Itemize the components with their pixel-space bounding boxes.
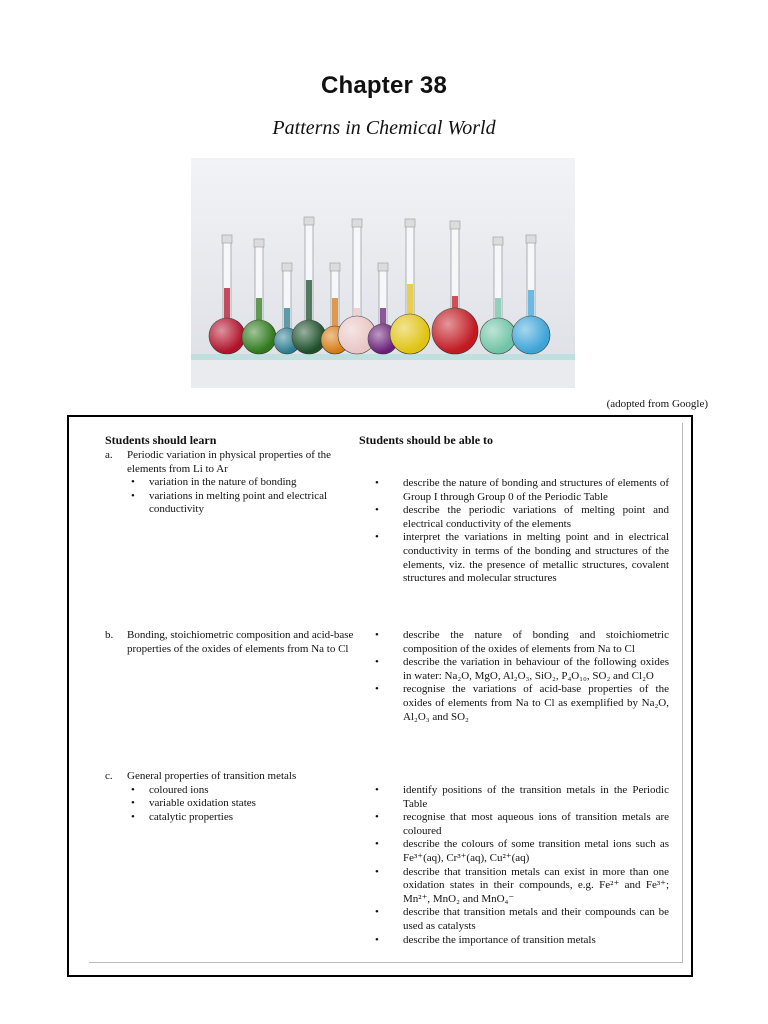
flask-highlight <box>390 314 430 354</box>
section-a-outcomes: • describe the nature of bonding and structures of elements of Group I through Group 0 of the Periodic Table • describe the periodic variations of melting point and electrical conductivity of the elements • interpret the variations in melting point and in electrical conductivity in terms of the bonding and structures of the elements, viz. the presence of metallic structures, covalent structures and molecular structures <box>375 477 669 585</box>
section-topic: General properties of transition metals <box>127 770 297 782</box>
col1-header: Students should learn <box>105 433 217 447</box>
flask-highlight <box>209 318 245 354</box>
flask-stopper <box>282 263 292 271</box>
subtopic: variation in the nature of bonding <box>149 476 297 489</box>
photo-credit: (adopted from Google) <box>606 398 708 410</box>
flask-stopper <box>493 237 503 245</box>
outcome: recognise the variations of acid-base properties of the oxides of elements from Na to Cl as exemplified by Na₂O, Al₂O₃ and SO₂ <box>403 683 669 723</box>
outcome: describe the variation in behaviour of the following oxides in water: Na₂O, MgO, Al₂O₃, SiO₂, P₄O₁₀, SO₂ and Cl₂O <box>403 656 669 682</box>
flask-highlight <box>480 318 516 354</box>
curriculum-table <box>67 415 693 977</box>
section-topic: Periodic variation in physical properties of the elements from Li to Ar <box>127 449 332 475</box>
subtopic: variations in melting point and electrical conductivity <box>149 489 328 516</box>
col2-header: Students should be able to <box>359 433 494 447</box>
outcome: describe the colours of some transition metal ions such as Fe³⁺(aq), Cr³⁺(aq), Cu²⁺(aq) <box>403 838 669 864</box>
outcome: describe that transition metals can exist in more than one oxidation states in their compounds, e.g. Fe²⁺ and Fe³⁺; Mn²⁺, MnO₂ and MnO₄⁻ <box>403 865 669 905</box>
outcome: describe the periodic variations of melting point and electrical conductivity of the elements <box>403 504 669 530</box>
section-b-topic-block <box>105 629 355 656</box>
section-topic: Bonding, stoichiometric composition and acid-base properties of the oxides of elements from Na to Cl <box>127 629 354 655</box>
flask-stopper <box>405 219 415 227</box>
flask-highlight <box>432 308 478 354</box>
flask-neck <box>353 226 361 322</box>
subtopic: coloured ions <box>149 783 209 796</box>
flask-stopper <box>330 263 340 271</box>
outcome: recognise that most aqueous ions of transition metals are coloured <box>403 811 669 837</box>
table-inner <box>89 423 683 963</box>
section-c-outcomes: • identify positions of the transition metals in the Periodic Table • recognise that most aqueous ions of transition metals are coloured • describe the colours of some transition metal ions such as Fe³⁺(aq), Cr³⁺(aq), Cu²⁺(aq) • describe that transition metals can exist in more than one oxidation states in their compounds, e.g. Fe²⁺ and Fe³⁺; Mn²⁺, MnO₂ and MnO₄⁻ • describe that transition metals and their compounds can be used as catalysts • describe the importance of transition metals <box>375 784 669 946</box>
flask-stopper <box>304 217 314 225</box>
chapter-subtitle: Patterns in Chemical World <box>272 117 496 139</box>
outcome: describe the nature of bonding and stoichiometric composition of the oxides of elements from Na to Cl <box>403 629 669 655</box>
flask-stopper <box>222 235 232 243</box>
flask-stopper <box>526 235 536 243</box>
outcome: identify positions of the transition metals in the Periodic Table <box>403 784 669 810</box>
outcome: describe the importance of transition metals <box>403 933 596 946</box>
chapter-title: Chapter 38 <box>320 72 448 99</box>
outcome: describe the nature of bonding and structures of elements of Group I through Group 0 of the Periodic Table <box>403 477 669 503</box>
flask-highlight <box>512 316 550 354</box>
flask-stopper <box>450 221 460 229</box>
flask-highlight <box>242 320 276 354</box>
flask-stopper <box>378 263 388 271</box>
outcome: interpret the variations in melting point and in electrical conductivity in terms of the bonding and structures of the elements, viz. the presence of metallic structures, covalent structures and molecular structures <box>403 531 669 585</box>
flask-stopper <box>352 219 362 227</box>
section-b-outcomes: • describe the nature of bonding and stoichiometric composition of the oxides of elements from Na to Cl • describe the variation in behaviour of the following oxides in water: Na₂O, MgO, Al₂O₃, SiO₂, P₄O₁₀, SO₂ and Cl₂O • recognise the variations of acid-base properties of the oxides of elements from Na to Cl as exemplified by Na₂O, Al₂O₃ and SO₂ <box>375 629 669 723</box>
flask-stopper <box>254 239 264 247</box>
section-label: b. <box>105 629 114 641</box>
flask-highlight <box>292 320 326 354</box>
outcome: describe that transition metals and their compounds can be used as catalysts <box>403 906 669 932</box>
section-c-topic-block: c. General properties of transition metals • coloured ions • variable oxidation states • catalytic properties <box>105 770 297 823</box>
flasks-photo <box>191 158 575 388</box>
subtopic: catalytic properties <box>149 810 233 823</box>
section-a-topic-block: a. Periodic variation in physical properties of the elements from Li to Ar • variation in the nature of bonding • variations in melting point and electrical conductivity <box>105 449 332 516</box>
section-label: c. <box>105 770 113 782</box>
section-label: a. <box>105 449 113 461</box>
subtopic: variable oxidation states <box>149 797 256 810</box>
